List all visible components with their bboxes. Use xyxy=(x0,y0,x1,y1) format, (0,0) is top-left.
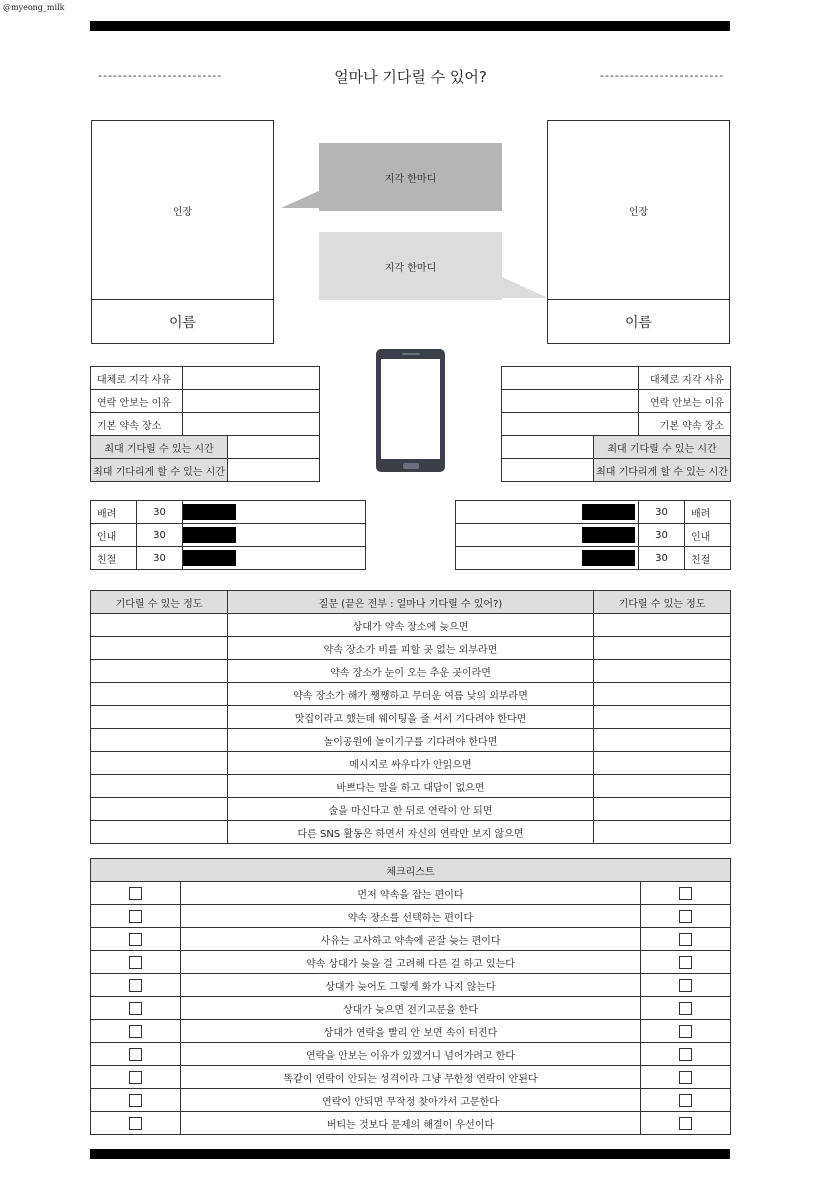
checklist-item-text: 약속 장소를 선택하는 편이다 xyxy=(181,905,641,928)
answer-cell-right[interactable] xyxy=(594,729,731,752)
question-text: 다른 SNS 활동은 하면서 자신의 연락만 보지 않으면 xyxy=(228,821,594,844)
checkbox-left[interactable] xyxy=(129,1071,142,1084)
checklist-title: 체크리스트 xyxy=(91,859,731,882)
stat-label: 인내 xyxy=(685,524,731,547)
top-bar xyxy=(90,21,730,31)
checkbox-cell-right xyxy=(641,1043,731,1066)
checkbox-cell-right xyxy=(641,1066,731,1089)
question-table xyxy=(90,590,731,844)
speech-bubble-bottom-text: 지각 한마디 xyxy=(384,262,437,274)
question-text: 상대가 약속 장소에 늦으면 xyxy=(228,614,594,637)
info-value-cell[interactable] xyxy=(502,459,594,482)
question-text: 맛집이라고 했는데 웨이팅을 줄 서서 기다려야 한다면 xyxy=(228,706,594,729)
stat-value: 30 xyxy=(137,501,183,524)
checkbox-right[interactable] xyxy=(679,979,692,992)
checkbox-right[interactable] xyxy=(679,910,692,923)
info-value-cell[interactable] xyxy=(502,413,639,436)
question-col-left-header: 기다릴 수 있는 정도 xyxy=(91,591,228,614)
checkbox-cell-right xyxy=(641,905,731,928)
answer-cell-left[interactable] xyxy=(91,752,228,775)
answer-cell-left[interactable] xyxy=(91,729,228,752)
checklist-item-text: 상대가 늦으면 전기고문을 한다 xyxy=(181,997,641,1020)
stat-label: 친절 xyxy=(685,547,731,570)
table-row xyxy=(91,1066,731,1089)
info-value-cell[interactable] xyxy=(502,390,639,413)
answer-cell-right[interactable] xyxy=(594,752,731,775)
checklist-item-text: 버티는 것보다 문제의 해결이 우선이다 xyxy=(181,1112,641,1135)
right-stats-table xyxy=(455,500,731,570)
checkbox-left[interactable] xyxy=(129,1048,142,1061)
stat-bar-cell xyxy=(456,501,639,524)
checklist-item-text: 상대가 늦어도 그렇게 화가 나지 않는다 xyxy=(181,974,641,997)
info-label: 기본 약속 장소 xyxy=(91,413,183,436)
checkbox-cell-left xyxy=(91,928,181,951)
answer-cell-right[interactable] xyxy=(594,683,731,706)
bottom-bar xyxy=(90,1149,730,1159)
info-label: 기본 약속 장소 xyxy=(639,413,731,436)
speech-bubble-top-text: 지각 한마디 xyxy=(384,173,437,185)
stat-label: 배려 xyxy=(91,501,137,524)
checkbox-cell-right xyxy=(641,951,731,974)
checkbox-cell-right xyxy=(641,974,731,997)
info-label: 연락 안보는 이유 xyxy=(639,390,731,413)
checkbox-cell-right xyxy=(641,1089,731,1112)
left-portrait-frame xyxy=(91,120,274,300)
checkbox-left[interactable] xyxy=(129,956,142,969)
info-label: 최대 기다리게 할 수 있는 시간 xyxy=(594,459,731,482)
answer-cell-left[interactable] xyxy=(91,614,228,637)
question-text: 약속 장소가 눈이 오는 추운 곳이라면 xyxy=(228,660,594,683)
table-row xyxy=(91,882,731,905)
stat-bar xyxy=(582,550,635,566)
checklist-item-text: 먼저 약속을 잡는 편이다 xyxy=(181,882,641,905)
info-value-cell[interactable] xyxy=(502,436,594,459)
checklist-item-text: 연락을 안보는 이유가 있겠거니 넘어가려고 한다 xyxy=(181,1043,641,1066)
table-row xyxy=(502,367,731,390)
right-info-table xyxy=(501,366,731,482)
question-header-row xyxy=(91,591,731,614)
answer-cell-left[interactable] xyxy=(91,637,228,660)
checkbox-left[interactable] xyxy=(129,910,142,923)
checkbox-right[interactable] xyxy=(679,1048,692,1061)
info-value-cell[interactable] xyxy=(183,367,320,390)
checkbox-cell-left xyxy=(91,905,181,928)
question-text: 술을 마신다고 한 뒤로 연락이 안 되면 xyxy=(228,798,594,821)
checkbox-cell-right xyxy=(641,928,731,951)
table-row xyxy=(91,905,731,928)
question-text: 바쁘다는 말을 하고 대답이 없으면 xyxy=(228,775,594,798)
answer-cell-left[interactable] xyxy=(91,798,228,821)
table-row xyxy=(91,524,366,547)
stat-value: 30 xyxy=(639,547,685,570)
checklist-header-row xyxy=(91,859,731,882)
info-label: 최대 기다릴 수 있는 시간 xyxy=(91,436,228,459)
checkbox-left[interactable] xyxy=(129,933,142,946)
table-row xyxy=(91,928,731,951)
right-portrait-frame xyxy=(547,120,730,300)
answer-cell-left[interactable] xyxy=(91,706,228,729)
table-row xyxy=(91,1112,731,1135)
answer-cell-right[interactable] xyxy=(594,614,731,637)
answer-cell-right[interactable] xyxy=(594,637,731,660)
stat-bar xyxy=(582,504,635,520)
checkbox-cell-left xyxy=(91,1066,181,1089)
table-row xyxy=(91,637,731,660)
checkbox-left[interactable] xyxy=(129,1117,142,1130)
checkbox-right[interactable] xyxy=(679,1025,692,1038)
table-row xyxy=(91,798,731,821)
table-row xyxy=(91,459,320,482)
left-name-box xyxy=(91,299,274,344)
checkbox-cell-left xyxy=(91,882,181,905)
checklist-item-text: 연락이 안되면 무작정 찾아가서 고문한다 xyxy=(181,1089,641,1112)
stat-value: 30 xyxy=(639,501,685,524)
info-value-cell[interactable] xyxy=(502,367,639,390)
stat-value: 30 xyxy=(639,524,685,547)
info-label: 대체로 지각 사유 xyxy=(639,367,731,390)
info-label: 대체로 지각 사유 xyxy=(91,367,183,390)
checkbox-right[interactable] xyxy=(679,1094,692,1107)
checklist-item-text: 똑같이 연락이 안되는 성격이라 그냥 무한정 연락이 안된다 xyxy=(181,1066,641,1089)
table-row xyxy=(91,547,366,570)
checkbox-left[interactable] xyxy=(129,1094,142,1107)
checkbox-left[interactable] xyxy=(129,887,142,900)
stat-bar xyxy=(183,504,236,520)
table-row xyxy=(91,729,731,752)
right-name-box xyxy=(547,299,730,344)
stat-bar-cell xyxy=(456,547,639,570)
stat-bar-cell xyxy=(456,524,639,547)
checkbox-left[interactable] xyxy=(129,979,142,992)
question-text: 약속 장소가 해가 쨍쨍하고 무더운 여름 낮의 외부라면 xyxy=(228,683,594,706)
checkbox-cell-right xyxy=(641,997,731,1020)
left-info-table xyxy=(90,366,320,482)
stat-bar-cell xyxy=(183,524,366,547)
checkbox-cell-right xyxy=(641,1112,731,1135)
left-portrait-label: 인장 xyxy=(172,206,193,218)
table-row xyxy=(456,501,731,524)
stat-bar xyxy=(183,527,236,543)
checkbox-right[interactable] xyxy=(679,887,692,900)
table-row xyxy=(91,367,320,390)
checkbox-right[interactable] xyxy=(679,956,692,969)
info-label: 연락 안보는 이유 xyxy=(91,390,183,413)
checkbox-cell-left xyxy=(91,997,181,1020)
checkbox-cell-left xyxy=(91,1112,181,1135)
question-text: 약속 장소가 비를 피할 곳 없는 외부라면 xyxy=(228,637,594,660)
info-value-cell[interactable] xyxy=(183,390,320,413)
table-row xyxy=(91,974,731,997)
table-row xyxy=(91,660,731,683)
checklist-item-text: 약속 상대가 늦을 걸 고려해 다른 걸 하고 있는다 xyxy=(181,951,641,974)
answer-cell-right[interactable] xyxy=(594,706,731,729)
answer-cell-left[interactable] xyxy=(91,821,228,844)
checkbox-right[interactable] xyxy=(679,1117,692,1130)
table-row xyxy=(91,951,731,974)
info-label: 최대 기다리게 할 수 있는 시간 xyxy=(91,459,228,482)
checklist-item-text: 사유는 고사하고 약속에 곧잘 늦는 편이다 xyxy=(181,928,641,951)
table-row xyxy=(91,821,731,844)
checkbox-left[interactable] xyxy=(129,1002,142,1015)
table-row xyxy=(91,706,731,729)
answer-cell-left[interactable] xyxy=(91,660,228,683)
checkbox-right[interactable] xyxy=(679,1002,692,1015)
question-col-mid-header: 질문 (끝은 전부 : 얼마나 기다릴 수 있어?) xyxy=(228,591,594,614)
title-dashes-right: ------------------------- xyxy=(600,69,725,82)
stat-value: 30 xyxy=(137,547,183,570)
left-name-label: 이름 xyxy=(168,314,197,331)
checkbox-cell-right xyxy=(641,882,731,905)
table-row xyxy=(456,524,731,547)
checkbox-right[interactable] xyxy=(679,933,692,946)
question-text: 메시지로 싸우다가 안읽으면 xyxy=(228,752,594,775)
table-row xyxy=(91,614,731,637)
table-row xyxy=(91,775,731,798)
stat-bar xyxy=(582,527,635,543)
answer-cell-right[interactable] xyxy=(594,798,731,821)
table-row xyxy=(91,683,731,706)
credit-handle: @myeong_milk xyxy=(3,3,65,12)
table-row xyxy=(91,1020,731,1043)
checklist-table xyxy=(90,858,731,1135)
table-row xyxy=(91,752,731,775)
checkbox-cell-left xyxy=(91,951,181,974)
table-row xyxy=(91,501,366,524)
question-col-right-header: 기다릴 수 있는 정도 xyxy=(594,591,731,614)
table-row xyxy=(91,390,320,413)
answer-cell-left[interactable] xyxy=(91,775,228,798)
checkbox-cell-left xyxy=(91,1089,181,1112)
table-row xyxy=(502,459,731,482)
table-row xyxy=(91,1089,731,1112)
checkbox-cell-left xyxy=(91,1020,181,1043)
table-row xyxy=(502,390,731,413)
question-text: 놀이공원에 놀이기구를 기다려야 한다면 xyxy=(228,729,594,752)
title-dashes-left: ------------------------- xyxy=(98,69,223,82)
stat-value: 30 xyxy=(137,524,183,547)
answer-cell-left[interactable] xyxy=(91,683,228,706)
info-value-cell[interactable] xyxy=(228,436,320,459)
stat-bar-cell xyxy=(183,547,366,570)
checkbox-cell-right xyxy=(641,1020,731,1043)
checkbox-cell-left xyxy=(91,974,181,997)
info-value-cell[interactable] xyxy=(228,459,320,482)
stat-label: 배려 xyxy=(685,501,731,524)
table-row xyxy=(91,997,731,1020)
table-row xyxy=(91,1043,731,1066)
stat-bar xyxy=(183,550,236,566)
table-row xyxy=(91,436,320,459)
info-label: 최대 기다릴 수 있는 시간 xyxy=(594,436,731,459)
stat-bar-cell xyxy=(183,501,366,524)
table-row xyxy=(502,436,731,459)
stat-label: 인내 xyxy=(91,524,137,547)
stat-label: 친절 xyxy=(91,547,137,570)
phone-icon xyxy=(375,348,447,474)
table-row xyxy=(91,413,320,436)
left-stats-table xyxy=(90,500,366,570)
answer-cell-right[interactable] xyxy=(594,821,731,844)
answer-cell-right[interactable] xyxy=(594,775,731,798)
table-row xyxy=(456,547,731,570)
page-title: 얼마나 기다릴 수 있어? xyxy=(334,68,487,86)
answer-cell-right[interactable] xyxy=(594,660,731,683)
checkbox-cell-left xyxy=(91,1043,181,1066)
right-portrait-label: 인장 xyxy=(628,206,649,218)
checkbox-right[interactable] xyxy=(679,1071,692,1084)
info-value-cell[interactable] xyxy=(183,413,320,436)
table-row xyxy=(502,413,731,436)
right-name-label: 이름 xyxy=(624,314,653,331)
checkbox-left[interactable] xyxy=(129,1025,142,1038)
checklist-item-text: 상대가 연락을 빨리 안 보면 속이 터진다 xyxy=(181,1020,641,1043)
